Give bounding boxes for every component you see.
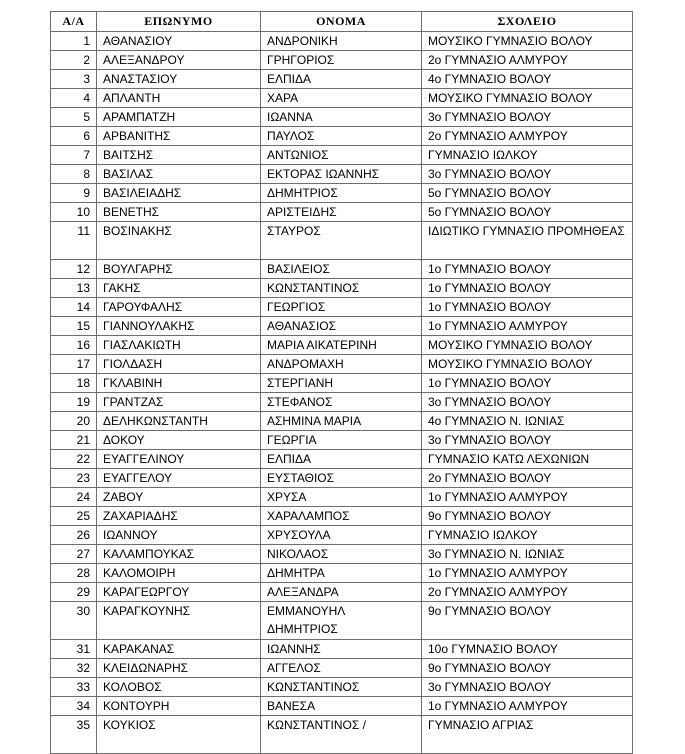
cell-school: 5ο ΓΥΜΝΑΣΙΟ ΒΟΛΟΥ: [422, 184, 633, 203]
cell-school: 9ο ΓΥΜΝΑΣΙΟ ΒΟΛΟΥ: [422, 602, 633, 640]
cell-aa: 10: [51, 203, 97, 222]
cell-aa: 18: [51, 374, 97, 393]
cell-aa: 9: [51, 184, 97, 203]
cell-surname: ΚΑΛΟΜΟΙΡΗ: [97, 564, 261, 583]
cell-surname: ΔΕΛΗΚΩΝΣΤΑΝΤΗ: [97, 412, 261, 431]
cell-school: 10ο ΓΥΜΝΑΣΙΟ ΒΟΛΟΥ: [422, 640, 633, 659]
table-row: [51, 146, 633, 165]
cell-aa: 12: [51, 260, 97, 279]
cell-name: ΚΩΝΣΤΑΝΤΙΝΟΣ: [261, 678, 422, 697]
table-row: [51, 70, 633, 89]
table-row: [51, 526, 633, 545]
cell-aa: 21: [51, 431, 97, 450]
cell-school: 3ο ΓΥΜΝΑΣΙΟ Ν. ΙΩΝΙΑΣ: [422, 545, 633, 564]
cell-school: 1ο ΓΥΜΝΑΣΙΟ ΒΟΛΟΥ: [422, 279, 633, 298]
cell-aa: 35: [51, 716, 97, 754]
table-row: [51, 260, 633, 279]
cell-name: ΑΝΔΡΟΜΑΧΗ: [261, 355, 422, 374]
cell-aa: 2: [51, 51, 97, 70]
cell-school: 1ο ΓΥΜΝΑΣΙΟ ΒΟΛΟΥ: [422, 260, 633, 279]
cell-surname: ΑΛΕΞΑΝΔΡΟΥ: [97, 51, 261, 70]
cell-surname: ΓΑΚΗΣ: [97, 279, 261, 298]
cell-aa: 22: [51, 450, 97, 469]
cell-aa: 31: [51, 640, 97, 659]
table-row: [51, 545, 633, 564]
cell-name: ΔΗΜΗΤΡΑ: [261, 564, 422, 583]
cell-school: 1ο ΓΥΜΝΑΣΙΟ ΑΛΜΥΡΟΥ: [422, 697, 633, 716]
table-row: [51, 697, 633, 716]
table-row: [51, 431, 633, 450]
cell-aa: 26: [51, 526, 97, 545]
cell-surname: ΖΑΧΑΡΙΑΔΗΣ: [97, 507, 261, 526]
table-row: [51, 374, 633, 393]
table-row: [51, 89, 633, 108]
cell-school: ΜΟΥΣΙΚΟ ΓΥΜΝΑΣΙΟ ΒΟΛΟΥ: [422, 89, 633, 108]
cell-name: ΧΡΥΣΟΥΛΑ: [261, 526, 422, 545]
cell-surname: ΖΑΒΟΥ: [97, 488, 261, 507]
table-row: [51, 203, 633, 222]
student-roster-table: [50, 11, 633, 754]
cell-surname: ΑΠΛΑΝΤΗ: [97, 89, 261, 108]
cell-name: ΑΣΗΜΙΝΑ ΜΑΡΙΑ: [261, 412, 422, 431]
table-row: [51, 659, 633, 678]
cell-surname: ΒΑΣΙΛΑΣ: [97, 165, 261, 184]
cell-surname: ΑΡΑΜΠΑΤΖΗ: [97, 108, 261, 127]
cell-surname: ΓΙΑΣΛΑΚΙΩΤΗ: [97, 336, 261, 355]
cell-aa: 27: [51, 545, 97, 564]
cell-school: 3ο ΓΥΜΝΑΣΙΟ ΒΟΛΟΥ: [422, 678, 633, 697]
cell-surname: ΚΑΡΑΚΑΝΑΣ: [97, 640, 261, 659]
cell-surname: ΒΑΣΙΛΕΙΑΔΗΣ: [97, 184, 261, 203]
cell-aa: 32: [51, 659, 97, 678]
cell-aa: 33: [51, 678, 97, 697]
cell-school: ΜΟΥΣΙΚΟ ΓΥΜΝΑΣΙΟ ΒΟΛΟΥ: [422, 32, 633, 51]
cell-school: 1ο ΓΥΜΝΑΣΙΟ ΒΟΛΟΥ: [422, 298, 633, 317]
cell-surname: ΓΙΟΛΔΑΣΗ: [97, 355, 261, 374]
table-row: [51, 640, 633, 659]
header-aa: Α/Α: [51, 12, 97, 32]
table-row: [51, 450, 633, 469]
cell-surname: ΙΩΑΝΝΟΥ: [97, 526, 261, 545]
cell-name: ΑΓΓΕΛΟΣ: [261, 659, 422, 678]
cell-school: ΓΥΜΝΑΣΙΟ ΑΓΡΙΑΣ: [422, 716, 633, 754]
cell-name: ΕΛΠΙΔΑ: [261, 450, 422, 469]
cell-aa: 29: [51, 583, 97, 602]
cell-surname: ΓΑΡΟΥΦΑΛΗΣ: [97, 298, 261, 317]
table-row: [51, 32, 633, 51]
cell-school: 2ο ΓΥΜΝΑΣΙΟ ΑΛΜΥΡΟΥ: [422, 127, 633, 146]
cell-aa: 23: [51, 469, 97, 488]
cell-name: ΕΛΠΙΔΑ: [261, 70, 422, 89]
cell-surname: ΚΑΡΑΓΕΩΡΓΟΥ: [97, 583, 261, 602]
cell-aa: 13: [51, 279, 97, 298]
cell-name: ΕΜΜΑΝΟΥΗΛ ΔΗΜΗΤΡΙΟΣ: [261, 602, 422, 640]
cell-name: ΓΕΩΡΓΙΑ: [261, 431, 422, 450]
cell-surname: ΓΡΑΝΤΖΑΣ: [97, 393, 261, 412]
cell-aa: 3: [51, 70, 97, 89]
cell-name: ΝΙΚΟΛΑΟΣ: [261, 545, 422, 564]
table-row: [51, 108, 633, 127]
cell-school: 1ο ΓΥΜΝΑΣΙΟ ΑΛΜΥΡΟΥ: [422, 317, 633, 336]
cell-name: ΔΗΜΗΤΡΙΟΣ: [261, 184, 422, 203]
cell-name: ΧΑΡΑ: [261, 89, 422, 108]
cell-name: ΧΡΥΣΑ: [261, 488, 422, 507]
cell-aa: 16: [51, 336, 97, 355]
table-row: [51, 393, 633, 412]
cell-aa: 28: [51, 564, 97, 583]
cell-aa: 34: [51, 697, 97, 716]
table-row: [51, 488, 633, 507]
cell-surname: ΕΥΑΓΓΕΛΙΝΟΥ: [97, 450, 261, 469]
cell-aa: 5: [51, 108, 97, 127]
cell-school: 9ο ΓΥΜΝΑΣΙΟ ΒΟΛΟΥ: [422, 507, 633, 526]
cell-aa: 14: [51, 298, 97, 317]
cell-name: ΣΤΑΥΡΟΣ: [261, 222, 422, 260]
cell-name: ΕΚΤΟΡΑΣ ΙΩΑΝΝΗΣ: [261, 165, 422, 184]
cell-name: ΓΡΗΓΟΡΙΟΣ: [261, 51, 422, 70]
cell-school: 9ο ΓΥΜΝΑΣΙΟ ΒΟΛΟΥ: [422, 659, 633, 678]
cell-school: 1ο ΓΥΜΝΑΣΙΟ ΒΟΛΟΥ: [422, 374, 633, 393]
cell-name: ΚΩΝΣΤΑΝΤΙΝΟΣ: [261, 279, 422, 298]
cell-surname: ΑΘΑΝΑΣΙΟΥ: [97, 32, 261, 51]
cell-name: ΒΑΣΙΛΕΙΟΣ: [261, 260, 422, 279]
table-row: [51, 127, 633, 146]
table-row: [51, 507, 633, 526]
header-name: ΟΝΟΜΑ: [261, 12, 422, 32]
cell-school: ΜΟΥΣΙΚΟ ΓΥΜΝΑΣΙΟ ΒΟΛΟΥ: [422, 355, 633, 374]
table-row: [51, 165, 633, 184]
table-row: [51, 336, 633, 355]
cell-school: ΓΥΜΝΑΣΙΟ ΙΩΛΚΟΥ: [422, 526, 633, 545]
table-row: [51, 602, 633, 640]
cell-name: ΣΤΕΡΓΙΑΝΗ: [261, 374, 422, 393]
cell-school: 3ο ΓΥΜΝΑΣΙΟ ΒΟΛΟΥ: [422, 165, 633, 184]
cell-name: ΣΤΕΦΑΝΟΣ: [261, 393, 422, 412]
cell-aa: 6: [51, 127, 97, 146]
cell-name: ΚΩΝΣΤΑΝΤΙΝΟΣ /: [261, 716, 422, 754]
cell-surname: ΓΚΛΑΒΙΝΗ: [97, 374, 261, 393]
cell-aa: 4: [51, 89, 97, 108]
cell-school: 2ο ΓΥΜΝΑΣΙΟ ΑΛΜΥΡΟΥ: [422, 583, 633, 602]
cell-surname: ΚΑΛΑΜΠΟΥΚΑΣ: [97, 545, 261, 564]
cell-aa: 17: [51, 355, 97, 374]
table-body: [51, 32, 633, 754]
cell-aa: 8: [51, 165, 97, 184]
cell-school: 5ο ΓΥΜΝΑΣΙΟ ΒΟΛΟΥ: [422, 203, 633, 222]
cell-name: ΕΥΣΤΑΘΙΟΣ: [261, 469, 422, 488]
table-row: [51, 564, 633, 583]
cell-school: ΓΥΜΝΑΣΙΟ ΚΑΤΩ ΛΕΧΩΝΙΩΝ: [422, 450, 633, 469]
cell-school: 3ο ΓΥΜΝΑΣΙΟ ΒΟΛΟΥ: [422, 108, 633, 127]
cell-surname: ΒΕΝΕΤΗΣ: [97, 203, 261, 222]
cell-aa: 20: [51, 412, 97, 431]
cell-surname: ΑΡΒΑΝΙΤΗΣ: [97, 127, 261, 146]
table-row: [51, 583, 633, 602]
cell-school: 4ο ΓΥΜΝΑΣΙΟ Ν. ΙΩΝΙΑΣ: [422, 412, 633, 431]
cell-aa: 24: [51, 488, 97, 507]
cell-surname: ΒΟΣΙΝΑΚΗΣ: [97, 222, 261, 260]
cell-surname: ΓΙΑΝΝΟΥΛΑΚΗΣ: [97, 317, 261, 336]
cell-aa: 30: [51, 602, 97, 640]
cell-aa: 11: [51, 222, 97, 260]
cell-name: ΧΑΡΑΛΑΜΠΟΣ: [261, 507, 422, 526]
cell-name: ΙΩΑΝΝΗΣ: [261, 640, 422, 659]
table-row: [51, 279, 633, 298]
cell-name: ΑΡΙΣΤΕΙΔΗΣ: [261, 203, 422, 222]
cell-school: ΙΔΙΩΤΙΚΟ ΓΥΜΝΑΣΙΟ ΠΡΟΜΗΘΕΑΣ: [422, 222, 633, 260]
cell-school: 1ο ΓΥΜΝΑΣΙΟ ΑΛΜΥΡΟΥ: [422, 488, 633, 507]
cell-surname: ΚΟΥΚΙΟΣ: [97, 716, 261, 754]
table-row: [51, 678, 633, 697]
cell-surname: ΑΝΑΣΤΑΣΙΟΥ: [97, 70, 261, 89]
cell-name: ΠΑΥΛΟΣ: [261, 127, 422, 146]
cell-name: ΑΝΔΡΟΝΙΚΗ: [261, 32, 422, 51]
cell-surname: ΚΛΕΙΔΩΝΑΡΗΣ: [97, 659, 261, 678]
table-row: [51, 298, 633, 317]
cell-surname: ΚΑΡΑΓΚΟΥΝΗΣ: [97, 602, 261, 640]
cell-school: 4ο ΓΥΜΝΑΣΙΟ ΒΟΛΟΥ: [422, 70, 633, 89]
cell-name: ΑΛΕΞΑΝΔΡΑ: [261, 583, 422, 602]
cell-school: 2ο ΓΥΜΝΑΣΙΟ ΑΛΜΥΡΟΥ: [422, 51, 633, 70]
table-row: [51, 716, 633, 754]
table-row: [51, 412, 633, 431]
cell-school: ΜΟΥΣΙΚΟ ΓΥΜΝΑΣΙΟ ΒΟΛΟΥ: [422, 336, 633, 355]
cell-name: ΑΝΤΩΝΙΟΣ: [261, 146, 422, 165]
cell-aa: 25: [51, 507, 97, 526]
header-school: ΣΧΟΛΕΙΟ: [422, 12, 633, 32]
table-row: [51, 184, 633, 203]
cell-school: ΓΥΜΝΑΣΙΟ ΙΩΛΚΟΥ: [422, 146, 633, 165]
cell-name: ΓΕΩΡΓΙΟΣ: [261, 298, 422, 317]
cell-surname: ΔΟΚΟΥ: [97, 431, 261, 450]
cell-surname: ΚΟΛΟΒΟΣ: [97, 678, 261, 697]
cell-school: 3ο ΓΥΜΝΑΣΙΟ ΒΟΛΟΥ: [422, 393, 633, 412]
cell-name: ΑΘΑΝΑΣΙΟΣ: [261, 317, 422, 336]
cell-name: ΒΑΝΕΣΑ: [261, 697, 422, 716]
table-row: [51, 355, 633, 374]
header-row: [51, 12, 633, 32]
cell-school: 3ο ΓΥΜΝΑΣΙΟ ΒΟΛΟΥ: [422, 431, 633, 450]
cell-surname: ΕΥΑΓΓΕΛΟΥ: [97, 469, 261, 488]
table-row: [51, 469, 633, 488]
cell-aa: 1: [51, 32, 97, 51]
cell-surname: ΒΑΙΤΣΗΣ: [97, 146, 261, 165]
cell-aa: 7: [51, 146, 97, 165]
table-row: [51, 317, 633, 336]
cell-school: 2ο ΓΥΜΝΑΣΙΟ ΒΟΛΟΥ: [422, 469, 633, 488]
cell-surname: ΒΟΥΛΓΑΡΗΣ: [97, 260, 261, 279]
header-surname: ΕΠΩΝΥΜΟ: [97, 12, 261, 32]
cell-name: ΜΑΡΙΑ ΑΙΚΑΤΕΡΙΝΗ: [261, 336, 422, 355]
cell-school: 1ο ΓΥΜΝΑΣΙΟ ΑΛΜΥΡΟΥ: [422, 564, 633, 583]
cell-name: ΙΩΑΝΝΑ: [261, 108, 422, 127]
table-row: [51, 222, 633, 260]
cell-aa: 19: [51, 393, 97, 412]
table-row: [51, 51, 633, 70]
cell-surname: ΚΟΝΤΟΥΡΗ: [97, 697, 261, 716]
cell-aa: 15: [51, 317, 97, 336]
